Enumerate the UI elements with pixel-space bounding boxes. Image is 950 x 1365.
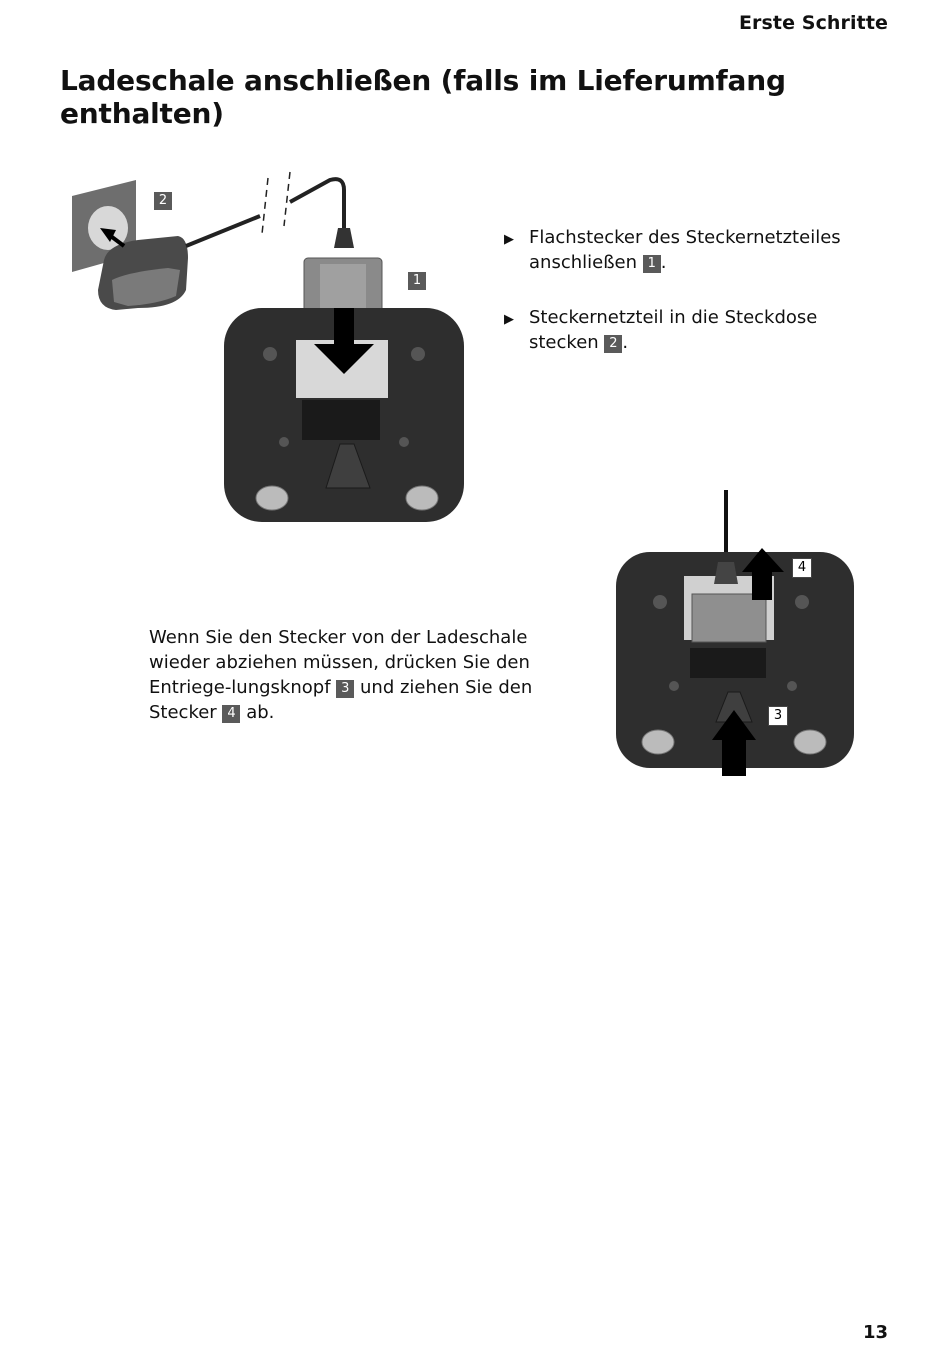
pull-arrow-shaft: [752, 570, 772, 600]
page-title: Ladeschale anschließen (falls im Lieferumfang enthalten): [60, 64, 786, 130]
flat-plug-boot: [334, 228, 354, 248]
note-text: und ziehen Sie den Stecker: [149, 677, 533, 723]
inline-callout-1: 1: [643, 255, 661, 273]
step-text: Flachstecker des Steckernetzteiles anschließen: [529, 227, 841, 273]
step-text: Steckernetzteil in die Steckdose stecken: [529, 307, 818, 353]
flat-plug-boot: [714, 562, 738, 584]
foot-left: [642, 730, 674, 754]
step-plug-into-socket: [504, 305, 864, 355]
inline-callout-2: 2: [604, 335, 622, 353]
flat-plug: [692, 594, 766, 642]
figure-remove-plug: [612, 486, 857, 780]
note-text: Wenn Sie den Stecker von der Ladeschale wieder abziehen müssen, drücken Sie den Entriege-lungsknopf: [149, 627, 530, 698]
inline-callout-4: 4: [222, 705, 240, 723]
removal-note: [149, 625, 589, 725]
plug-removal-illustration: [612, 486, 857, 780]
cable-segment-b: [290, 179, 344, 228]
plug-recess: [690, 648, 766, 678]
cable-break-mark-a: [262, 178, 268, 234]
press-arrow-shaft: [722, 738, 746, 776]
callout-4: 4: [792, 558, 812, 578]
page-number: 13: [862, 1322, 888, 1343]
callout-2: 2: [154, 192, 172, 210]
screw-top-right: [795, 595, 809, 609]
screw-mid-right: [399, 437, 409, 447]
foot-left: [256, 486, 288, 510]
screw-top-right: [411, 347, 425, 361]
screw-mid-left: [279, 437, 289, 447]
screw-mid-left: [669, 681, 679, 691]
step-connect-plug: [504, 225, 864, 275]
callout-1: 1: [408, 272, 426, 290]
bullet-arrow-icon: ▶: [504, 312, 514, 327]
step-text-end: .: [622, 332, 629, 353]
charger-connect-illustration: [68, 168, 468, 526]
insert-arrow-shaft: [334, 308, 354, 346]
bullet-arrow-icon: ▶: [504, 232, 514, 247]
foot-right: [406, 486, 438, 510]
cable-segment-a: [186, 216, 260, 246]
section-label: Erste Schritte: [738, 12, 888, 34]
inline-callout-3: 3: [336, 680, 354, 698]
plug-recess: [302, 400, 380, 440]
figure-connect-charger: [68, 168, 468, 526]
foot-right: [794, 730, 826, 754]
note-text: ab.: [246, 702, 275, 723]
cable-break-mark-b: [284, 172, 290, 226]
screw-top-left: [263, 347, 277, 361]
screw-top-left: [653, 595, 667, 609]
screw-mid-right: [787, 681, 797, 691]
callout-3: 3: [768, 706, 788, 726]
step-text-end: .: [660, 252, 667, 273]
